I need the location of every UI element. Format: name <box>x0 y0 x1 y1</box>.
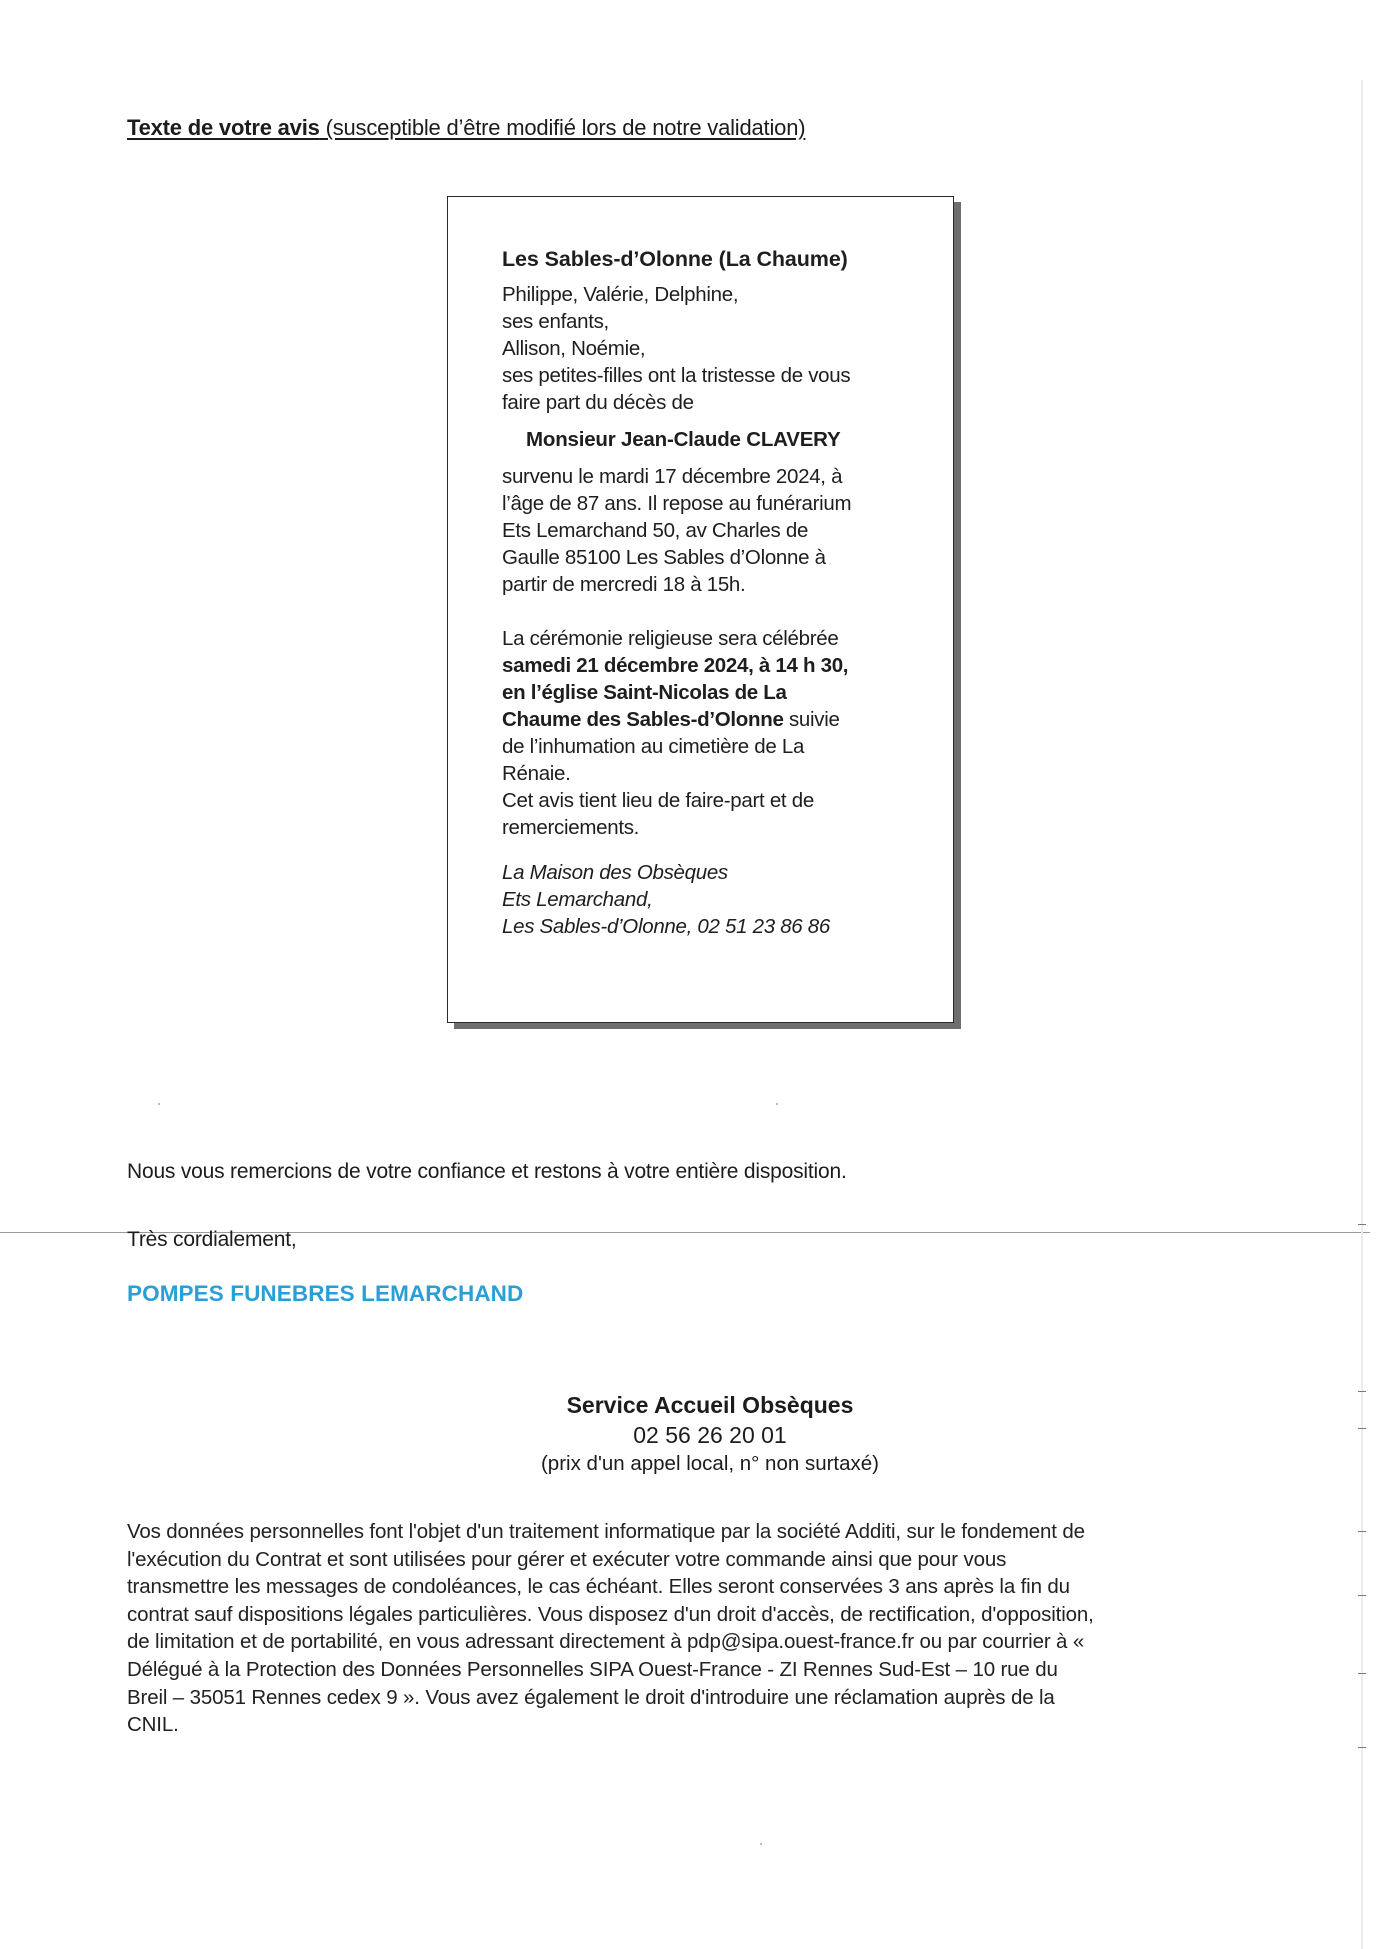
service-phone: 02 56 26 20 01 <box>633 1422 787 1448</box>
ceremony-followed: suivie <box>783 708 840 731</box>
family-line: ses enfants, <box>502 310 609 333</box>
thanks-text: Nous vous remercions de votre confiance et restons à votre entière disposition. <box>127 1160 847 1183</box>
scan-speck <box>158 1103 160 1105</box>
scan-speck <box>776 1103 778 1105</box>
family-line: faire part du décès de <box>502 391 694 414</box>
privacy-line: Breil – 35051 Rennes cedex 9 ». Vous avez également le droit d'introduire une réclamation auprès de la <box>127 1685 1055 1709</box>
privacy-notice <box>127 1518 1257 1739</box>
burial-line: de l’inhumation au cimetière de La <box>502 735 805 758</box>
service-title: Service Accueil Obsèques <box>566 1392 854 1418</box>
privacy-line: contrat sauf dispositions légales particulières. Vous disposez d'un droit d'accès, de rectification, d'opposition, <box>127 1602 1094 1626</box>
privacy-line: l'exécution du Contrat et sont utilisées pour gérer et exécuter votre commande ainsi que pour vous <box>127 1547 1007 1571</box>
ceremony-date: samedi 21 décembre 2024, à 14 h 30, <box>502 654 849 677</box>
privacy-line: de limitation et de portabilité, en vous adressant directement à pdp@sipa.ouest-france.fr ou par courrier à « <box>127 1630 1085 1654</box>
privacy-line: Vos données personnelles font l'objet d'un traitement informatique par la société Additi, sur le fondement de <box>127 1520 1085 1543</box>
heading-note: (susceptible d’être modifié lors de notre validation) <box>325 115 806 140</box>
notice-statement: Cet avis tient lieu de faire-part et de <box>502 789 814 812</box>
details-line: l’âge de 87 ans. Il repose au funérarium <box>502 492 852 515</box>
regards-text: Très cordialement, <box>127 1228 297 1251</box>
scan-mark <box>1358 1428 1366 1429</box>
obituary-notice-box <box>447 196 954 1023</box>
company-name: POMPES FUNEBRES LEMARCHAND <box>127 1281 524 1306</box>
scan-mark <box>1358 1224 1366 1225</box>
details-line: survenu le mardi 17 décembre 2024, à <box>502 465 843 488</box>
signature-line: Ets Lemarchand, <box>502 888 653 911</box>
privacy-line: Délégué à la Protection des Données Personnelles SIPA Ouest-France - ZI Rennes Sud-Est – 10 rue du <box>127 1657 1058 1681</box>
funeral-home-signature <box>502 859 922 940</box>
ceremony-place-end: Chaume des Sables-d’Olonne <box>502 708 784 731</box>
family-line: Allison, Noémie, <box>502 337 646 360</box>
scan-mark <box>1358 1747 1366 1748</box>
privacy-line: CNIL. <box>127 1713 179 1737</box>
paragraph-gap <box>502 598 922 625</box>
notice-text-heading <box>127 114 805 142</box>
notice-statement: remerciements. <box>502 816 640 839</box>
scan-mark <box>1358 1595 1366 1596</box>
details-line: Gaulle 85100 Les Sables d’Olonne à <box>502 546 826 569</box>
obituary-notice-content <box>502 246 922 940</box>
privacy-line: transmettre les messages de condoléances, le cas échéant. Elles seront conservées 3 ans après la fin du <box>127 1575 1070 1599</box>
ceremony-place: en l’église Saint-Nicolas de La <box>502 681 787 704</box>
deceased-name: Monsieur Jean-Claude CLAVERY <box>526 428 841 451</box>
scan-speck <box>760 1843 762 1845</box>
service-note: (prix d'un appel local, n° non surtaxé) <box>540 1452 880 1475</box>
details-line: Ets Lemarchand 50, av Charles de <box>502 519 809 542</box>
scan-page-edge <box>1361 80 1363 1949</box>
burial-line: Rénaie. <box>502 762 571 785</box>
family-line: ses petites-filles ont la tristesse de vous <box>502 364 851 387</box>
scan-mark <box>1358 1391 1366 1392</box>
scan-mark <box>1358 1531 1366 1532</box>
ceremony-place-continued <box>502 706 922 733</box>
details-line: partir de mercredi 18 à 15h. <box>502 573 746 596</box>
notice-location: Les Sables-d’Olonne (La Chaume) <box>502 247 848 271</box>
scan-mark <box>1358 1673 1366 1674</box>
ceremony-intro: La cérémonie religieuse sera célébrée <box>502 627 839 650</box>
heading-title: Texte de votre avis <box>127 115 320 140</box>
family-line: Philippe, Valérie, Delphine, <box>502 283 739 306</box>
service-contact-block <box>440 1390 980 1477</box>
signature-line: La Maison des Obsèques <box>502 861 728 884</box>
signature-line: Les Sables-d’Olonne, 02 51 23 86 86 <box>502 915 831 938</box>
